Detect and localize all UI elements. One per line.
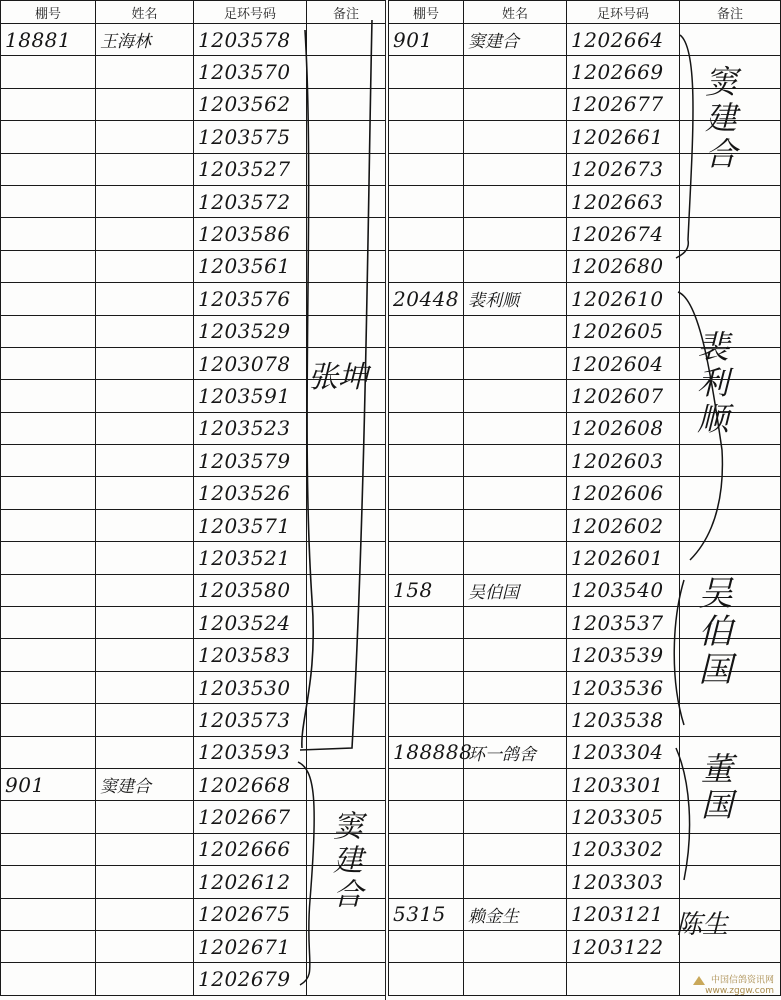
ring-no-cell: 1203580	[194, 574, 307, 606]
loft-no-cell	[1, 833, 96, 865]
table-row	[389, 542, 781, 574]
name-cell	[96, 283, 194, 315]
remarks-cell	[307, 509, 386, 541]
remarks-cell	[307, 56, 386, 88]
ring-no-cell: 1203573	[194, 704, 307, 736]
table-row	[1, 121, 386, 153]
ring-no-cell: 1202671	[194, 930, 307, 962]
loft-no-cell	[389, 866, 464, 898]
ring-no-cell: 1202669	[567, 56, 680, 88]
name-cell	[464, 380, 567, 412]
table-row	[389, 250, 781, 282]
loft-no-cell	[1, 671, 96, 703]
ring-no-cell: 1202602	[567, 509, 680, 541]
ring-no-cell: 1202675	[194, 898, 307, 930]
ring-no-cell: 1202663	[567, 185, 680, 217]
header-loft-no: 棚号	[1, 1, 96, 24]
table-row	[1, 412, 386, 444]
loft-no-cell	[1, 185, 96, 217]
table-row	[1, 607, 386, 639]
loft-no-cell	[1, 509, 96, 541]
table-row	[1, 153, 386, 185]
table-row	[1, 250, 386, 282]
remarks-cell	[680, 250, 781, 282]
table-row	[1, 315, 386, 347]
remark-right-huan: 董国	[696, 752, 734, 824]
name-cell	[464, 250, 567, 282]
loft-no-cell	[389, 88, 464, 120]
remarks-cell	[307, 315, 386, 347]
ring-no-cell: 1203578	[194, 24, 307, 56]
remarks-cell	[680, 542, 781, 574]
name-cell	[96, 315, 194, 347]
remarks-cell	[307, 24, 386, 56]
name-cell: 裴利顺	[464, 283, 567, 315]
loft-no-cell: 901	[1, 768, 96, 800]
name-cell	[96, 930, 194, 962]
ring-no-cell	[567, 963, 680, 995]
loft-no-cell	[389, 250, 464, 282]
loft-no-cell	[1, 121, 96, 153]
remarks-cell	[307, 671, 386, 703]
name-cell	[96, 704, 194, 736]
name-cell	[464, 704, 567, 736]
remarks-cell	[307, 153, 386, 185]
ring-no-cell: 1203529	[194, 315, 307, 347]
header-loft-no: 棚号	[389, 1, 464, 24]
loft-no-cell	[1, 639, 96, 671]
name-cell	[96, 509, 194, 541]
remarks-cell	[307, 574, 386, 606]
ring-no-cell: 1202604	[567, 347, 680, 379]
remarks-cell	[307, 412, 386, 444]
ring-no-cell: 1203121	[567, 898, 680, 930]
name-cell	[464, 477, 567, 509]
loft-no-cell	[389, 445, 464, 477]
name-cell	[464, 218, 567, 250]
loft-no-cell: 5315	[389, 898, 464, 930]
loft-no-cell: 158	[389, 574, 464, 606]
remarks-cell	[307, 542, 386, 574]
name-cell	[96, 218, 194, 250]
ring-no-cell: 1203561	[194, 250, 307, 282]
ring-no-cell: 1202674	[567, 218, 680, 250]
remarks-cell	[680, 283, 781, 315]
name-cell	[96, 412, 194, 444]
ring-no-cell: 1202612	[194, 866, 307, 898]
table-row	[1, 56, 386, 88]
remark-right-lai: 陈生	[676, 910, 729, 940]
name-cell	[464, 121, 567, 153]
loft-no-cell	[389, 963, 464, 995]
header-remarks: 备注	[680, 1, 781, 24]
ring-no-cell: 1203572	[194, 185, 307, 217]
ring-no-cell: 1202661	[567, 121, 680, 153]
ring-no-cell: 1203583	[194, 639, 307, 671]
loft-no-cell	[389, 639, 464, 671]
table-row	[389, 283, 781, 315]
table-row	[389, 509, 781, 541]
loft-no-cell	[389, 768, 464, 800]
name-cell	[96, 250, 194, 282]
loft-no-cell	[389, 509, 464, 541]
loft-no-cell	[1, 930, 96, 962]
header-name: 姓名	[96, 1, 194, 24]
table-row	[1, 736, 386, 768]
ring-no-cell: 1203537	[567, 607, 680, 639]
right-header-row	[389, 1, 781, 24]
ring-no-cell: 1203530	[194, 671, 307, 703]
loft-no-cell	[389, 704, 464, 736]
name-cell	[96, 88, 194, 120]
table-row	[1, 671, 386, 703]
remark-right-pei-lishun: 裴利顺	[692, 330, 730, 438]
remarks-cell	[307, 736, 386, 768]
remarks-cell	[307, 477, 386, 509]
loft-no-cell	[389, 56, 464, 88]
ring-no-cell: 1203591	[194, 380, 307, 412]
loft-no-cell	[1, 250, 96, 282]
name-cell	[464, 315, 567, 347]
ring-no-cell: 1202605	[567, 315, 680, 347]
remarks-cell	[307, 185, 386, 217]
remarks-cell	[307, 607, 386, 639]
header-ring-no: 足环号码	[567, 1, 680, 24]
remark-right-wu-boguo: 吴伯国	[692, 575, 732, 689]
remarks-cell	[307, 283, 386, 315]
name-cell	[96, 736, 194, 768]
name-cell	[96, 380, 194, 412]
remark-right-dou-jianhe: 窦建合	[700, 65, 738, 173]
name-cell	[464, 607, 567, 639]
ring-no-cell: 1202673	[567, 153, 680, 185]
ring-no-cell: 1203302	[567, 833, 680, 865]
ring-no-cell: 1203305	[567, 801, 680, 833]
name-cell	[96, 833, 194, 865]
header-name: 姓名	[464, 1, 567, 24]
loft-no-cell	[389, 607, 464, 639]
ring-no-cell: 1202666	[194, 833, 307, 865]
ring-no-cell: 1202610	[567, 283, 680, 315]
name-cell	[464, 866, 567, 898]
ring-no-cell: 1203523	[194, 412, 307, 444]
loft-no-cell	[1, 380, 96, 412]
name-cell	[96, 607, 194, 639]
name-cell	[96, 347, 194, 379]
ring-no-cell: 1202603	[567, 445, 680, 477]
table-row	[1, 218, 386, 250]
loft-no-cell	[1, 218, 96, 250]
ring-no-cell: 1203570	[194, 56, 307, 88]
ring-no-cell: 1202679	[194, 963, 307, 995]
watermark-line1: 中国信鸽资讯网	[710, 975, 774, 986]
remarks-cell	[680, 866, 781, 898]
name-cell	[96, 185, 194, 217]
table-row	[1, 24, 386, 56]
remarks-cell	[307, 639, 386, 671]
remarks-cell	[307, 121, 386, 153]
ring-no-cell: 1202680	[567, 250, 680, 282]
name-cell	[96, 574, 194, 606]
loft-no-cell	[389, 315, 464, 347]
name-cell	[96, 445, 194, 477]
table-row	[1, 639, 386, 671]
loft-no-cell	[389, 380, 464, 412]
name-cell	[464, 639, 567, 671]
name-cell	[96, 153, 194, 185]
loft-no-cell	[1, 283, 96, 315]
ring-no-cell: 1203527	[194, 153, 307, 185]
loft-no-cell	[389, 347, 464, 379]
name-cell	[464, 56, 567, 88]
ring-no-cell: 1203301	[567, 768, 680, 800]
name-cell	[464, 412, 567, 444]
ring-no-cell: 1202601	[567, 542, 680, 574]
watermark-line2: www.zggw.com	[705, 986, 774, 996]
loft-no-cell	[1, 801, 96, 833]
ring-no-cell: 1203586	[194, 218, 307, 250]
ring-no-cell: 1202668	[194, 768, 307, 800]
site-watermark	[692, 974, 774, 996]
remarks-cell	[307, 88, 386, 120]
table-row	[1, 704, 386, 736]
ring-no-cell: 1203538	[567, 704, 680, 736]
loft-no-cell	[1, 898, 96, 930]
name-cell	[464, 88, 567, 120]
ring-no-cell: 1203122	[567, 930, 680, 962]
ring-no-cell: 1203539	[567, 639, 680, 671]
ring-no-cell: 1203562	[194, 88, 307, 120]
loft-no-cell	[389, 671, 464, 703]
name-cell: 窦建合	[464, 24, 567, 56]
loft-no-cell	[1, 88, 96, 120]
name-cell	[464, 509, 567, 541]
name-cell: 吴伯国	[464, 574, 567, 606]
loft-no-cell: 188888	[389, 736, 464, 768]
ring-no-cell: 1203576	[194, 283, 307, 315]
loft-no-cell: 901	[389, 24, 464, 56]
loft-no-cell	[1, 347, 96, 379]
name-cell	[464, 671, 567, 703]
table-row	[1, 445, 386, 477]
name-cell	[96, 639, 194, 671]
ring-no-cell: 1203575	[194, 121, 307, 153]
loft-no-cell: 18881	[1, 24, 96, 56]
loft-no-cell: 20448	[389, 283, 464, 315]
ring-no-cell: 1203571	[194, 509, 307, 541]
loft-no-cell	[1, 704, 96, 736]
name-cell	[96, 542, 194, 574]
loft-no-cell	[389, 542, 464, 574]
name-cell: 窦建合	[96, 768, 194, 800]
loft-no-cell	[1, 542, 96, 574]
loft-no-cell	[1, 315, 96, 347]
remarks-cell	[307, 250, 386, 282]
table-row	[389, 24, 781, 56]
loft-no-cell	[1, 56, 96, 88]
ring-no-cell: 1203526	[194, 477, 307, 509]
name-cell: 赖金生	[464, 898, 567, 930]
name-cell	[464, 445, 567, 477]
name-cell	[96, 801, 194, 833]
name-cell	[96, 866, 194, 898]
name-cell	[464, 768, 567, 800]
name-cell	[96, 56, 194, 88]
ring-no-cell: 1203540	[567, 574, 680, 606]
remarks-cell	[680, 24, 781, 56]
name-cell: 环一鸽舍	[464, 736, 567, 768]
ring-no-cell: 1203303	[567, 866, 680, 898]
ring-no-cell: 1202607	[567, 380, 680, 412]
remarks-cell	[307, 445, 386, 477]
table-row	[1, 88, 386, 120]
table-row	[1, 185, 386, 217]
ring-no-cell: 1203593	[194, 736, 307, 768]
ring-no-cell: 1202677	[567, 88, 680, 120]
watermark-logo-icon	[692, 974, 706, 986]
loft-no-cell	[389, 833, 464, 865]
header-ring-no: 足环号码	[194, 1, 307, 24]
loft-no-cell	[389, 218, 464, 250]
name-cell	[96, 477, 194, 509]
ring-no-cell: 1202664	[567, 24, 680, 56]
ring-no-cell: 1203078	[194, 347, 307, 379]
remarks-cell	[680, 509, 781, 541]
name-cell	[464, 347, 567, 379]
name-cell	[96, 898, 194, 930]
loft-no-cell	[1, 736, 96, 768]
header-remarks: 备注	[307, 1, 386, 24]
remark-zhang-kun: 张坤	[308, 360, 368, 395]
ring-no-cell: 1203524	[194, 607, 307, 639]
name-cell	[464, 185, 567, 217]
loft-no-cell	[1, 574, 96, 606]
name-cell	[96, 963, 194, 995]
table-row	[1, 477, 386, 509]
loft-no-cell	[389, 153, 464, 185]
table-row	[1, 509, 386, 541]
ring-no-cell: 1203304	[567, 736, 680, 768]
loft-no-cell	[389, 185, 464, 217]
loft-no-cell	[1, 866, 96, 898]
ring-no-cell: 1202667	[194, 801, 307, 833]
remarks-cell	[307, 704, 386, 736]
ring-no-cell: 1203579	[194, 445, 307, 477]
table-row	[389, 866, 781, 898]
name-cell	[96, 121, 194, 153]
table-row	[1, 768, 386, 800]
loft-no-cell	[389, 412, 464, 444]
loft-no-cell	[1, 607, 96, 639]
loft-no-cell	[389, 801, 464, 833]
loft-no-cell	[1, 153, 96, 185]
loft-no-cell	[1, 412, 96, 444]
ring-no-cell: 1203521	[194, 542, 307, 574]
table-row	[1, 283, 386, 315]
loft-no-cell	[389, 930, 464, 962]
table-row	[1, 574, 386, 606]
name-cell	[464, 153, 567, 185]
left-header-row	[1, 1, 386, 24]
loft-no-cell	[389, 477, 464, 509]
loft-no-cell	[1, 963, 96, 995]
ring-no-cell: 1203536	[567, 671, 680, 703]
loft-no-cell	[1, 445, 96, 477]
ring-no-cell: 1202606	[567, 477, 680, 509]
name-cell	[96, 671, 194, 703]
name-cell	[464, 801, 567, 833]
loft-no-cell	[389, 121, 464, 153]
remark-left-dou-jianhe: 窦建合	[327, 810, 362, 912]
remarks-cell	[307, 218, 386, 250]
loft-no-cell	[1, 477, 96, 509]
name-cell	[464, 963, 567, 995]
ring-no-cell: 1202608	[567, 412, 680, 444]
name-cell	[464, 542, 567, 574]
table-row	[1, 542, 386, 574]
remarks-cell	[307, 768, 386, 800]
name-cell: 王海林	[96, 24, 194, 56]
name-cell	[464, 833, 567, 865]
name-cell	[464, 930, 567, 962]
